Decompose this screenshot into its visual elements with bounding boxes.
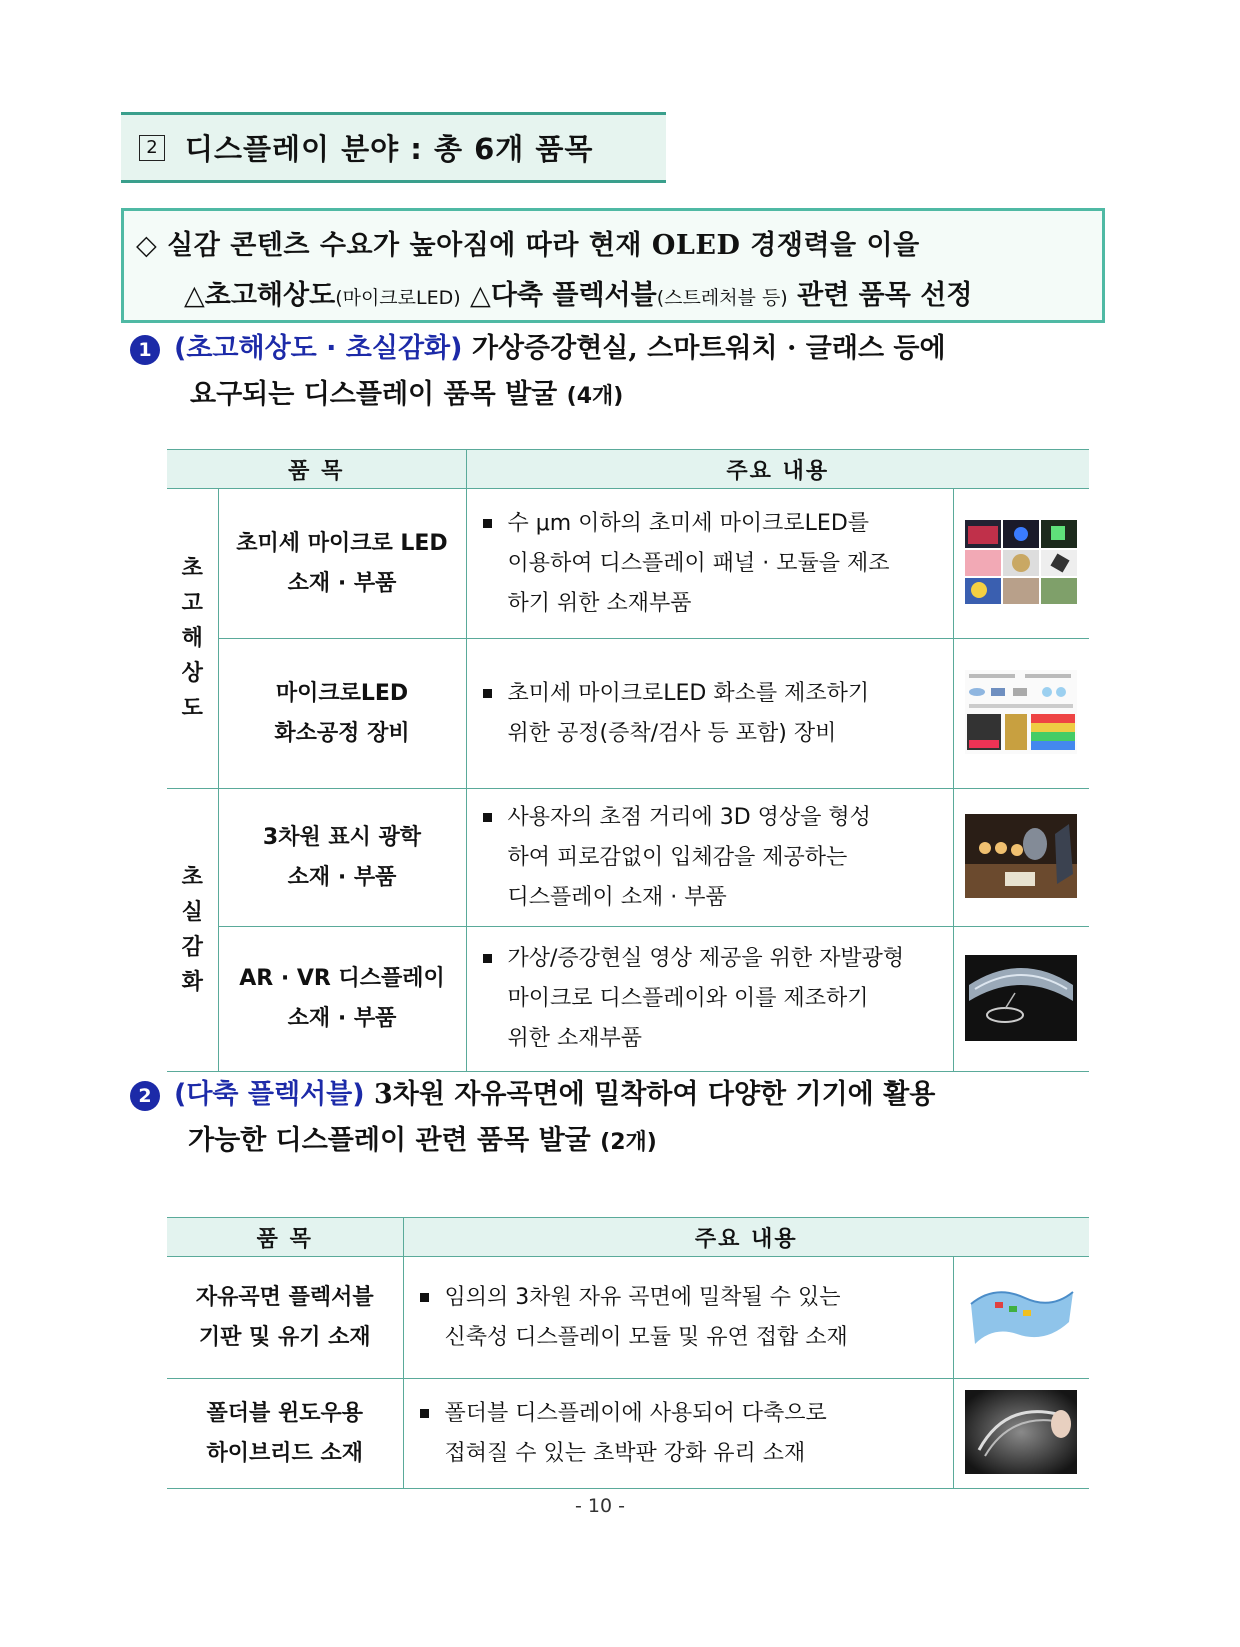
item-description: 폴더블 디스플레이에 사용되어 다축으로 접혀질 수 있는 초박판 강화 유리 소재	[403, 1379, 953, 1489]
summary-line-1	[136, 223, 920, 262]
summary-flex-note: (스트레처블 등)	[656, 287, 788, 309]
item-name: 자유곡면 플렉서블 기판 및 유기 소재	[167, 1257, 403, 1379]
flexible-substrate-image	[953, 1257, 1089, 1379]
table-row	[167, 789, 1089, 927]
table-row	[167, 1379, 1089, 1489]
3d-optics-image	[953, 789, 1089, 927]
table-row	[167, 927, 1089, 1072]
subsection-1-highlight: (초고해상도 · 초실감화)	[174, 333, 463, 364]
subsection-2-text: 3차원 자유곡면에 밀착하여 다양한 기기에 활용	[364, 1079, 936, 1110]
section-title: 디스플레이 분야 : 총 6개 품목	[185, 132, 594, 166]
table-1	[167, 449, 1089, 1072]
summary-uhd-note: (마이크로LED)	[335, 287, 461, 309]
subsection-1-count: (4개)	[566, 384, 624, 409]
process-diagram-icon	[965, 670, 1077, 754]
table-2-header-item: 품 목	[167, 1218, 403, 1257]
summary-box	[121, 208, 1105, 323]
item-description: 사용자의 초점 거리에 3D 영상을 형성 하여 피로감없이 입체감을 제공하는 디스플레이 소재 · 부품	[466, 789, 953, 927]
category-realism: 초 실 감 화	[167, 789, 218, 1072]
section-title-box	[121, 112, 666, 183]
ar-vr-image	[953, 927, 1089, 1072]
table-2-header-content: 주요 내용	[403, 1218, 1089, 1257]
micro-led-image	[953, 489, 1089, 639]
item-description: 수 μm 이하의 초미세 마이크로LED를 이용하여 디스플레이 패널 · 모듈을 제조 하기 위한 소재부품	[466, 489, 953, 639]
numbered-bullet-2: 2	[130, 1081, 160, 1111]
hologram-scene-icon	[965, 814, 1077, 898]
table-1-header-content: 주요 내용	[466, 450, 1089, 489]
item-name: 폴더블 윈도우용 하이브리드 소재	[167, 1379, 403, 1489]
curved-display-icon	[965, 953, 1077, 1041]
stretchable-sheet-icon	[965, 1274, 1077, 1358]
item-name: 마이크로LED 화소공정 장비	[218, 639, 466, 789]
table-row	[167, 489, 1089, 639]
item-name: AR · VR 디스플레이 소재 · 부품	[218, 927, 466, 1072]
subsection-2-text-2: 가능한 디스플레이 관련 품목 발굴	[188, 1125, 601, 1156]
subsection-1-text: 가상증강현실, 스마트워치 · 글래스 등에	[462, 333, 946, 364]
item-description: 초미세 마이크로LED 화소를 제조하기 위한 공정(증착/검사 등 포함) 장비	[466, 639, 953, 789]
page-number: - 10 -	[575, 1495, 625, 1517]
table-2	[167, 1217, 1089, 1489]
category-uhd: 초 고 해 상 도	[167, 489, 218, 789]
summary-flex: △다축 플렉서블	[460, 280, 657, 311]
pixel-process-image	[953, 639, 1089, 789]
item-name: 3차원 표시 광학 소재 · 부품	[218, 789, 466, 927]
subsection-1-heading	[130, 326, 946, 420]
diamond-bullet: ◇	[136, 230, 158, 261]
foldable-glass-image	[953, 1379, 1089, 1489]
table-row	[167, 1257, 1089, 1379]
item-description: 임의의 3차원 자유 곡면에 밀착될 수 있는 신축성 디스플레이 모듈 및 유연 접합 소재	[403, 1257, 953, 1379]
subsection-2-count: (2개)	[600, 1130, 657, 1155]
summary-line-2	[184, 273, 972, 312]
numbered-bullet-1: 1	[130, 335, 160, 365]
micro-led-collage-icon	[965, 520, 1077, 604]
subsection-2-highlight: (다축 플렉서블)	[174, 1079, 365, 1110]
subsection-2-heading	[130, 1072, 935, 1166]
summary-text-1: 실감 콘텐츠 수요가 높아짐에 따라 현재 OLED 경쟁력을 이을	[167, 230, 920, 261]
summary-tail: 관련 품목 선정	[787, 280, 973, 311]
item-description: 가상/증강현실 영상 제공을 위한 자발광형 마이크로 디스플레이와 이를 제조하기 위한 소재부품	[466, 927, 953, 1072]
section-number: 2	[139, 135, 165, 161]
summary-uhd: △초고해상도	[184, 280, 336, 311]
table-row	[167, 639, 1089, 789]
table-1-header-item: 품 목	[167, 450, 466, 489]
subsection-1-text-2: 요구되는 디스플레이 품목 발굴	[190, 379, 567, 410]
bent-glass-icon	[965, 1390, 1077, 1474]
item-name: 초미세 마이크로 LED 소재 · 부품	[218, 489, 466, 639]
